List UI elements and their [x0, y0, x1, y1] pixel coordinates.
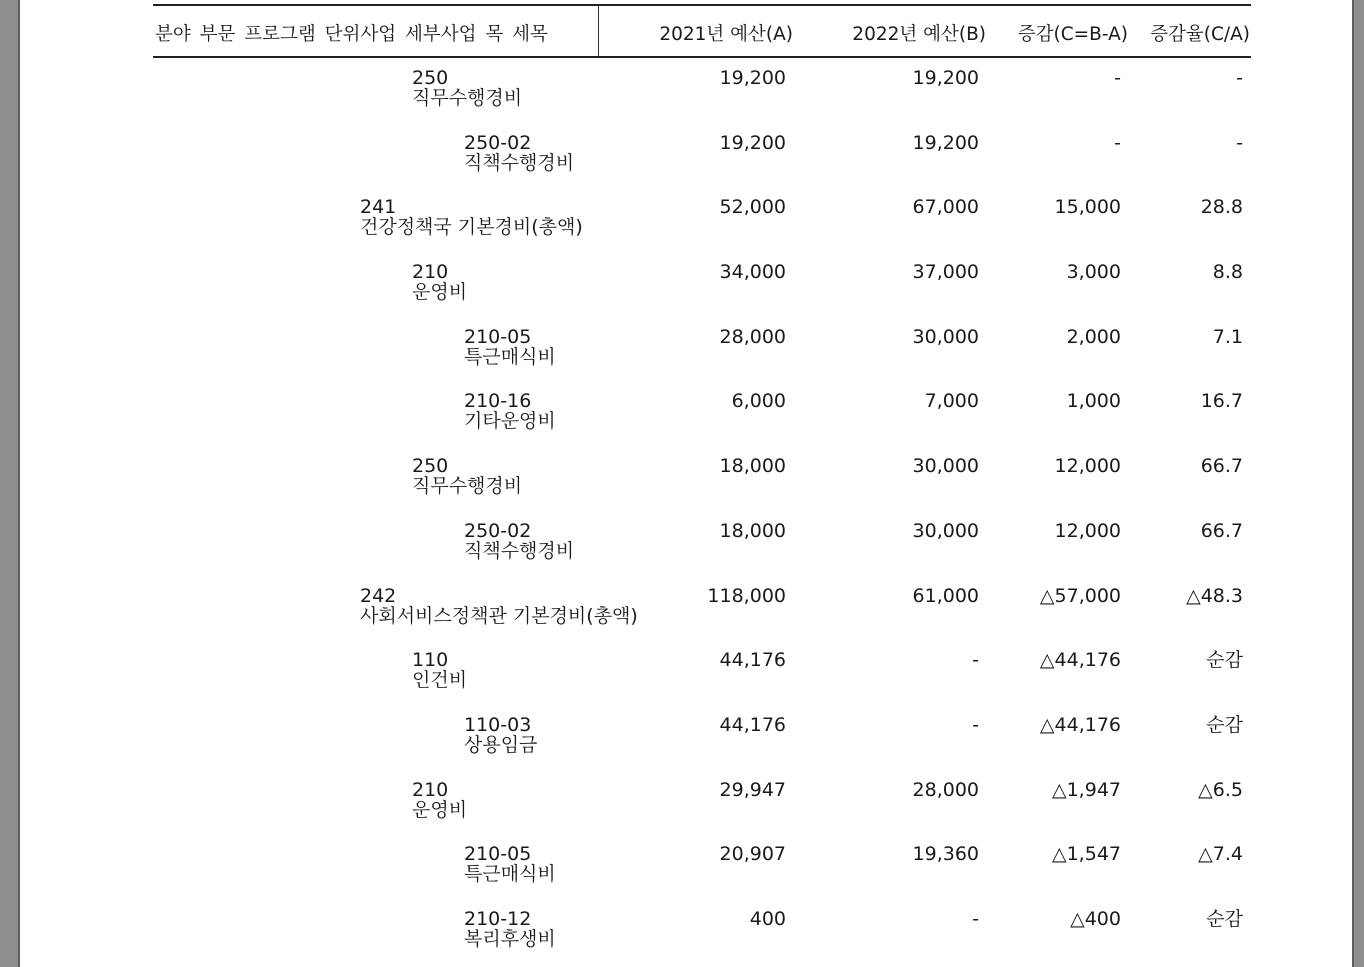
cell-budget-2022: 19,200: [912, 67, 979, 89]
row-name: 직책수행경비: [464, 539, 575, 562]
cell-budget-2021: 400: [749, 907, 786, 930]
cell-budget-2022: 37,000: [912, 261, 979, 284]
cell-budget-2021: 18,000: [719, 455, 786, 478]
cell-difference: 1,000: [1066, 390, 1121, 413]
table-row: [153, 899, 1251, 964]
row-name: 운영비: [412, 798, 468, 821]
cell-budget-2022: -: [972, 713, 979, 736]
row-label: [464, 844, 556, 884]
table-row: [153, 381, 1251, 446]
row-name: 기타운영비: [464, 410, 556, 433]
cell-budget-2021: 20,907: [719, 843, 786, 866]
table-row: [153, 576, 1251, 641]
cell-change-rate: 순감: [1206, 649, 1243, 672]
row-name: 직무수행경비: [412, 87, 523, 109]
cell-difference: 15,000: [1054, 196, 1121, 219]
row-code: 250: [412, 455, 449, 478]
table-row: [153, 705, 1251, 770]
row-name: 특근매식비: [464, 345, 556, 368]
row-code: 210-16: [464, 390, 532, 413]
header-difference: 증감(C=B-A): [1017, 24, 1128, 45]
header-divider: [598, 6, 599, 56]
table-row: [153, 252, 1251, 317]
row-label: [412, 68, 522, 108]
cell-difference: △1,547: [1051, 843, 1121, 866]
header-hierarchy-columns: 분야 부문 프로그램 단위사업 세부사업 목 세목: [155, 24, 548, 45]
row-code: 250-02: [464, 519, 532, 542]
row-label: [412, 262, 467, 302]
row-name: 인건비: [412, 669, 468, 692]
cell-difference: 12,000: [1054, 519, 1121, 542]
cell-difference: 12,000: [1054, 455, 1121, 478]
budget-table: [153, 4, 1251, 964]
cell-change-rate: 28.8: [1200, 196, 1243, 219]
cell-difference: △44,176: [1039, 713, 1121, 736]
cell-change-rate: 순감: [1206, 907, 1243, 930]
cell-budget-2022: 67,000: [912, 196, 979, 219]
cell-change-rate: -: [1236, 131, 1243, 154]
table-body: [153, 58, 1251, 964]
table-row: [153, 834, 1251, 899]
row-name: 건강정책국 기본경비(총액): [360, 216, 583, 239]
row-name: 복리후생비: [464, 927, 556, 950]
cell-change-rate: 66.7: [1200, 519, 1243, 542]
row-code: 110: [412, 649, 449, 672]
cell-budget-2022: 7,000: [924, 390, 979, 413]
cell-budget-2021: 6,000: [731, 390, 786, 413]
row-code: 210-05: [464, 843, 532, 866]
row-code: 210-05: [464, 325, 532, 348]
cell-change-rate: 순감: [1206, 713, 1243, 736]
cell-difference: 3,000: [1066, 261, 1121, 284]
cell-budget-2022: 30,000: [912, 325, 979, 348]
table-header: [153, 4, 1251, 58]
row-name: 특근매식비: [464, 863, 556, 886]
row-name: 상용임금: [464, 733, 538, 756]
cell-budget-2022: 28,000: [912, 778, 979, 801]
header-budget-2022: 2022년 예산(B): [852, 24, 986, 45]
viewer-right-border: [1352, 0, 1364, 967]
table-row: [153, 640, 1251, 705]
cell-difference: -: [1114, 67, 1121, 89]
row-label: [464, 133, 574, 173]
cell-change-rate: -: [1236, 67, 1243, 89]
table-row: [153, 446, 1251, 511]
cell-change-rate: △6.5: [1198, 778, 1243, 801]
row-label: [464, 715, 537, 755]
cell-budget-2021: 118,000: [707, 584, 786, 607]
table-row: [153, 123, 1251, 188]
header-budget-2021: 2021년 예산(A): [659, 24, 793, 45]
cell-budget-2021: 28,000: [719, 325, 786, 348]
row-label: [412, 456, 522, 496]
cell-change-rate: 16.7: [1200, 390, 1243, 413]
cell-budget-2021: 19,200: [719, 67, 786, 89]
row-label: [360, 586, 638, 626]
cell-difference: △44,176: [1039, 649, 1121, 672]
cell-difference: △1,947: [1051, 778, 1121, 801]
row-code: 210: [412, 778, 449, 801]
viewer-left-border: [0, 0, 20, 967]
cell-budget-2021: 44,176: [719, 713, 786, 736]
cell-budget-2021: 52,000: [719, 196, 786, 219]
row-code: 242: [360, 584, 397, 607]
row-label: [464, 391, 556, 431]
row-label: [464, 909, 556, 949]
cell-budget-2022: -: [972, 907, 979, 930]
cell-difference: -: [1114, 131, 1121, 154]
row-code: 250: [412, 67, 449, 89]
row-name: 사회서비스정책관 기본경비(총액): [360, 604, 638, 627]
table-row: [153, 511, 1251, 576]
table-row: [153, 317, 1251, 382]
table-row: [153, 187, 1251, 252]
cell-change-rate: 8.8: [1212, 261, 1243, 284]
cell-budget-2022: 30,000: [912, 455, 979, 478]
row-name: 직책수행경비: [464, 151, 575, 174]
cell-budget-2022: 19,200: [912, 131, 979, 154]
header-change-rate: 증감율(C/A): [1150, 24, 1250, 45]
document-page: [22, 0, 1350, 967]
cell-budget-2021: 19,200: [719, 131, 786, 154]
cell-change-rate: 7.1: [1212, 325, 1243, 348]
row-code: 110-03: [464, 713, 532, 736]
table-row: [153, 58, 1251, 123]
row-label: [412, 780, 467, 820]
table-row: [153, 770, 1251, 835]
cell-budget-2022: 19,360: [912, 843, 979, 866]
row-code: 250-02: [464, 131, 532, 154]
cell-budget-2022: 61,000: [912, 584, 979, 607]
row-name: 직무수행경비: [412, 475, 523, 498]
cell-budget-2021: 29,947: [719, 778, 786, 801]
cell-difference: △57,000: [1039, 584, 1121, 607]
cell-budget-2021: 18,000: [719, 519, 786, 542]
row-name: 운영비: [412, 281, 468, 304]
cell-budget-2021: 44,176: [719, 649, 786, 672]
cell-change-rate: 66.7: [1200, 455, 1243, 478]
cell-difference: 2,000: [1066, 325, 1121, 348]
cell-change-rate: △48.3: [1186, 584, 1243, 607]
row-label: [412, 650, 467, 690]
row-label: [464, 327, 556, 367]
row-code: 210-12: [464, 907, 532, 930]
row-code: 210: [412, 261, 449, 284]
row-label: [464, 521, 574, 561]
cell-budget-2022: 30,000: [912, 519, 979, 542]
cell-budget-2022: -: [972, 649, 979, 672]
cell-budget-2021: 34,000: [719, 261, 786, 284]
row-code: 241: [360, 196, 397, 219]
row-label: [360, 197, 583, 237]
cell-change-rate: △7.4: [1198, 843, 1243, 866]
cell-difference: △400: [1070, 907, 1121, 930]
